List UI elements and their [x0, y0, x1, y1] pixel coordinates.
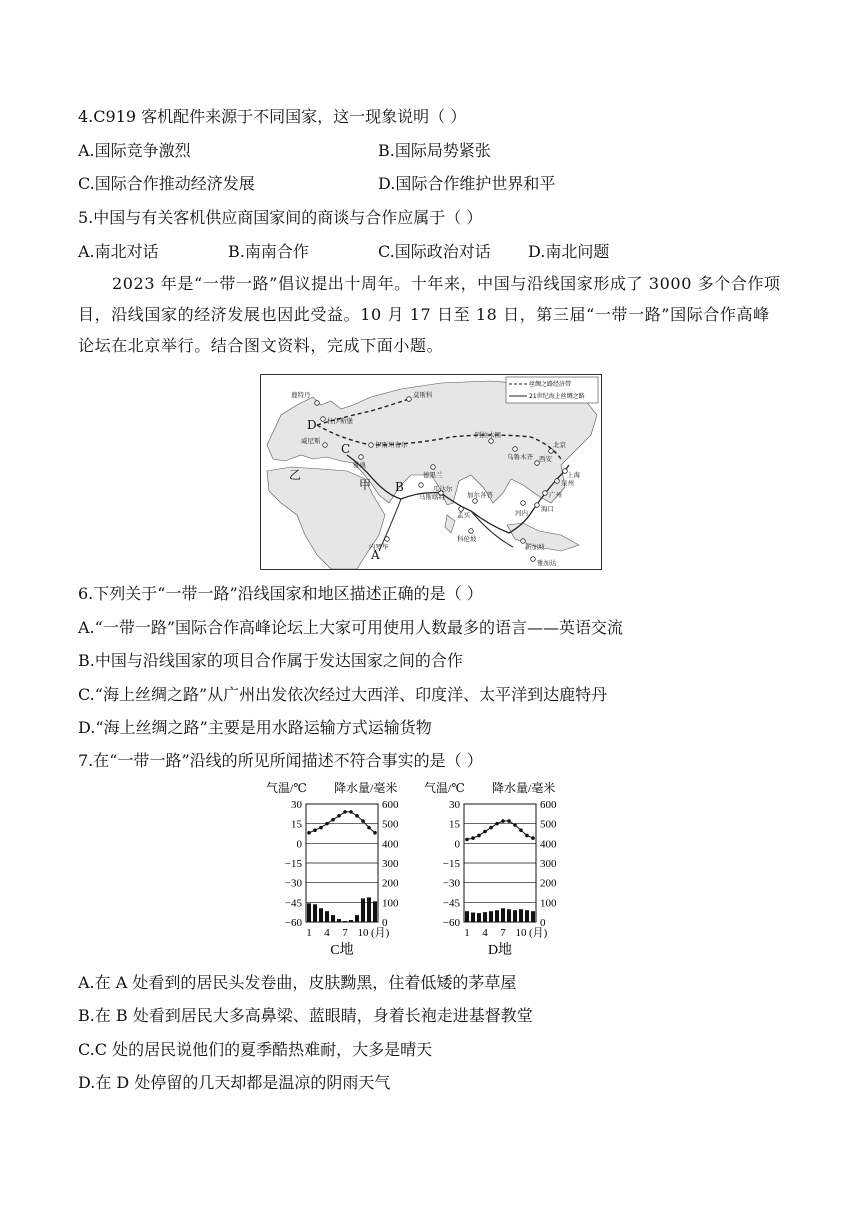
- q4-option-d[interactable]: D.国际合作维护世界和平: [378, 174, 556, 193]
- temp-tick-label: 0: [454, 838, 460, 851]
- temp-point-month-7: [343, 810, 347, 814]
- temp-point-month-8: [507, 819, 511, 823]
- precip-bar-month-12: [373, 901, 377, 922]
- belt-and-road-map: [260, 374, 602, 570]
- temp-point-month-10: [519, 828, 523, 832]
- precip-bar-month-5: [331, 915, 335, 922]
- precip-axis-label: 降水量/毫米: [492, 781, 556, 795]
- city-istanbul-dot: [369, 443, 374, 448]
- precip-tick-label: 300: [540, 858, 557, 870]
- precip-bar-month-3: [319, 908, 323, 922]
- city-colombo-dot: [469, 529, 474, 534]
- legend-belt: 丝绸之路经济带: [529, 381, 572, 388]
- label-rotterdam: 鹿特丹: [291, 391, 311, 399]
- q5-stem: 5.中国与有关客机供应商国家间的商谈与合作应属于（ ）: [78, 208, 483, 227]
- q4-stem: 4.C919 客机配件来源于不同国家，这一现象说明（ ）: [78, 107, 467, 126]
- city-urumqi-dot: [513, 447, 518, 452]
- city-moscow-dot: [407, 397, 412, 402]
- label-shanghai: 上海: [567, 471, 580, 479]
- month-unit-label: (月): [529, 927, 548, 939]
- month-unit-label: (月): [371, 927, 390, 939]
- label-venice: 威尼斯: [301, 437, 321, 445]
- label-xian: 西安: [539, 455, 552, 463]
- temp-point-month-12: [373, 831, 377, 835]
- temp-point-month-3: [477, 834, 481, 838]
- precip-tick-label: 600: [382, 799, 399, 811]
- precip-bar-month-11: [525, 910, 529, 922]
- label-athens: 雅典: [353, 461, 366, 469]
- temp-point-month-5: [489, 826, 493, 830]
- precip-bar-month-8: [349, 920, 353, 922]
- temp-tick-label: 30: [449, 799, 460, 811]
- climate-chart-d: [424, 780, 594, 960]
- precip-bar-month-2: [313, 904, 317, 922]
- city-nairobi-dot: [385, 537, 390, 542]
- label-colombo: 科伦坡: [457, 535, 477, 543]
- precip-bar-month-12: [531, 911, 535, 922]
- precip-bar-month-7: [501, 908, 505, 922]
- city-venice-dot: [323, 443, 328, 448]
- precip-bar-month-6: [495, 910, 499, 922]
- temp-point-month-1: [465, 838, 469, 842]
- temp-point-month-10: [361, 819, 365, 823]
- city-quanzhou-dot: [555, 479, 560, 484]
- temp-point-month-6: [337, 814, 341, 818]
- q7-option-c[interactable]: C.C 处的居民说他们的夏季酷热难耐，大多是晴天: [78, 1040, 433, 1059]
- city-rotterdam-dot: [315, 401, 320, 406]
- temp-point-month-3: [319, 826, 323, 830]
- q6-option-c[interactable]: C.“海上丝绸之路”从广州出发依次经过大西洋、印度洋、太平洋到达鹿特丹: [78, 685, 608, 704]
- month-tick-label: 10: [515, 927, 527, 939]
- temp-point-month-11: [367, 826, 371, 830]
- month-tick-label: 4: [482, 927, 488, 939]
- label-gwadar: 瓜达尔: [433, 485, 453, 493]
- label-kolkata: 加尔各答: [467, 491, 493, 499]
- precip-tick-label: 600: [540, 799, 557, 811]
- precip-tick-label: 0: [382, 917, 388, 929]
- city-duisburg-dot: [321, 417, 326, 422]
- city-almaty-dot: [489, 439, 494, 444]
- point-d-label: D: [307, 418, 317, 432]
- point-a-label: A: [371, 548, 380, 562]
- city-tehran-dot: [431, 465, 436, 470]
- temp-point-month-5: [331, 818, 335, 822]
- label-haikou: 海口: [541, 505, 554, 513]
- city-muscat-dot: [419, 483, 424, 488]
- precip-tick-label: 200: [382, 877, 399, 890]
- precip-bar-month-10: [361, 898, 365, 922]
- month-tick-label: 7: [500, 927, 506, 939]
- temp-point-month-6: [495, 822, 499, 826]
- precip-bar-month-10: [519, 909, 523, 922]
- precip-axis-label: 降水量/毫米: [334, 781, 398, 795]
- label-almaty: 阿拉木图: [475, 431, 501, 439]
- precip-tick-label: 100: [540, 897, 557, 910]
- precip-bar-month-6: [337, 919, 341, 922]
- temp-tick-label: 15: [449, 818, 460, 831]
- label-nairobi: 内罗毕: [369, 543, 389, 551]
- q7-stem: 7.在“一带一路”沿线的所见所闻描述不符合事实的是（ ）: [78, 751, 483, 770]
- label-istanbul: 伊斯坦布尔: [375, 441, 408, 449]
- label-muscat: 马斯喀特: [419, 493, 445, 501]
- precip-bar-month-9: [513, 910, 517, 922]
- precip-bar-month-1: [307, 903, 311, 922]
- temp-point-month-1: [307, 831, 311, 835]
- label-singapore: 新加坡: [525, 543, 545, 551]
- q4-option-a[interactable]: A.国际竞争激烈: [78, 141, 191, 160]
- city-guangzhou-dot: [543, 491, 548, 496]
- temp-axis-label: 气温/℃: [424, 781, 465, 795]
- temp-tick-label: −60: [442, 917, 460, 929]
- q7-option-a[interactable]: A.在 A 处看到的居民头发卷曲，皮肤黝黑，住着低矮的茅草屋: [78, 973, 517, 992]
- precip-tick-label: 100: [382, 897, 399, 910]
- label-beijing: 北京: [553, 441, 566, 449]
- reading-passage: 2023 年是“一带一路”倡议提出十周年。十年来，中国与沿线国家形成了 3000 多个合作项目，沿线国家的经济发展也因此受益。10 月 17 日至 18 日，第三届“一带一路”国际合作高峰论坛在北京举行。结合图文资料，完成下面小题。: [78, 274, 781, 355]
- temp-point-month-12: [531, 836, 535, 840]
- label-duisburg: 杜伊斯堡: [327, 417, 353, 425]
- q5-option-d[interactable]: D.南北问题: [528, 242, 610, 261]
- label-mumbai: 孟买: [457, 511, 470, 519]
- precip-tick-label: 400: [540, 838, 557, 851]
- temp-tick-label: 30: [291, 799, 302, 811]
- climate-chart-c: [266, 780, 436, 960]
- temp-tick-label: 0: [296, 838, 302, 851]
- label-jakarta: 雅加达: [537, 559, 557, 567]
- temp-point-month-9: [513, 823, 517, 827]
- precip-bar-month-4: [483, 912, 487, 922]
- temp-point-month-9: [355, 814, 359, 818]
- temp-tick-label: 15: [291, 818, 302, 831]
- precip-tick-label: 200: [540, 877, 557, 890]
- chart-title: C地: [330, 943, 354, 958]
- month-tick-label: 7: [342, 927, 348, 939]
- point-b-label: B: [395, 480, 404, 494]
- precip-bar-month-5: [489, 911, 493, 922]
- temp-point-month-2: [471, 836, 475, 840]
- precip-bar-month-9: [355, 915, 359, 922]
- precip-tick-label: 0: [540, 917, 546, 929]
- month-tick-label: 1: [464, 927, 470, 939]
- label-tehran: 德黑兰: [423, 471, 443, 479]
- precip-bar-month-1: [465, 911, 469, 922]
- temp-tick-label: −60: [284, 917, 302, 929]
- precip-tick-label: 500: [540, 818, 557, 831]
- precip-bar-month-11: [367, 897, 371, 922]
- q6-option-d[interactable]: D.“海上丝绸之路”主要是用水路运输方式运输货物: [78, 718, 432, 737]
- temp-tick-label: −30: [442, 877, 460, 890]
- temp-line: [309, 812, 375, 833]
- q4-option-c[interactable]: C.国际合作推动经济发展: [78, 174, 255, 193]
- q5-option-b[interactable]: B.南南合作: [228, 242, 309, 261]
- temp-axis-label: 气温/℃: [266, 781, 307, 795]
- precip-bar-month-3: [477, 913, 481, 922]
- temp-tick-label: −45: [442, 897, 460, 910]
- label-quanzhou: 泉州: [561, 479, 574, 487]
- month-tick-label: 10: [357, 927, 369, 939]
- precip-bar-month-7: [343, 921, 347, 922]
- city-kolkata-dot: [473, 499, 478, 504]
- q6-option-a[interactable]: A.“一带一路”国际合作高峰论坛上大家可用使用人数最多的语言——英语交流: [78, 618, 624, 637]
- city-jakarta-dot: [531, 557, 536, 562]
- temp-point-month-7: [501, 819, 505, 823]
- month-tick-label: 1: [306, 927, 312, 939]
- temp-point-month-11: [525, 834, 529, 838]
- temp-point-month-4: [325, 822, 329, 826]
- point-yi-label: 乙: [289, 468, 302, 482]
- label-moscow: 莫斯科: [413, 391, 433, 399]
- temp-point-month-2: [313, 828, 317, 832]
- q5-option-c[interactable]: C.国际政治对话: [378, 242, 491, 261]
- month-tick-label: 4: [324, 927, 330, 939]
- temp-tick-label: −45: [284, 897, 302, 910]
- q5-option-a[interactable]: A.南北对话: [78, 242, 159, 261]
- temp-tick-label: −15: [284, 858, 302, 870]
- temp-tick-label: −15: [442, 858, 460, 870]
- precip-bar-month-8: [507, 909, 511, 922]
- city-hanoi-dot: [521, 501, 526, 506]
- point-c-label: C: [341, 442, 351, 456]
- temp-tick-label: −30: [284, 877, 302, 890]
- point-jia-label: 甲: [359, 478, 372, 492]
- chart-title: D地: [487, 943, 513, 958]
- label-guangzhou: 广州: [549, 491, 562, 499]
- q7-option-b[interactable]: B.在 B 处看到居民大多高鼻梁、蓝眼睛，身着长袍走进基督教堂: [78, 1006, 533, 1025]
- q7-option-d[interactable]: D.在 D 处停留的几天却都是温凉的阴雨天气: [78, 1073, 391, 1092]
- q4-option-b[interactable]: B.国际局势紧张: [378, 141, 491, 160]
- precip-tick-label: 400: [382, 838, 399, 851]
- precip-tick-label: 500: [382, 818, 399, 831]
- q6-stem: 6.下列关于“一带一路”沿线国家和地区描述正确的是（ ）: [78, 584, 483, 603]
- q6-option-b[interactable]: B.中国与沿线国家的项目合作属于发达国家之间的合作: [78, 651, 463, 670]
- temp-point-month-4: [483, 830, 487, 834]
- city-haikou-dot: [535, 503, 540, 508]
- label-urumqi: 乌鲁木齐: [507, 453, 533, 461]
- temp-point-month-8: [349, 810, 353, 814]
- map-legend: [506, 377, 598, 403]
- city-beijing-dot: [549, 449, 554, 454]
- legend-maritime: 21世纪海上丝绸之路: [529, 393, 585, 400]
- city-athens-dot: [359, 455, 364, 460]
- precip-tick-label: 300: [382, 858, 399, 870]
- precip-bar-month-2: [471, 913, 475, 922]
- precip-bar-month-4: [325, 911, 329, 922]
- label-hanoi: 河内: [515, 509, 528, 517]
